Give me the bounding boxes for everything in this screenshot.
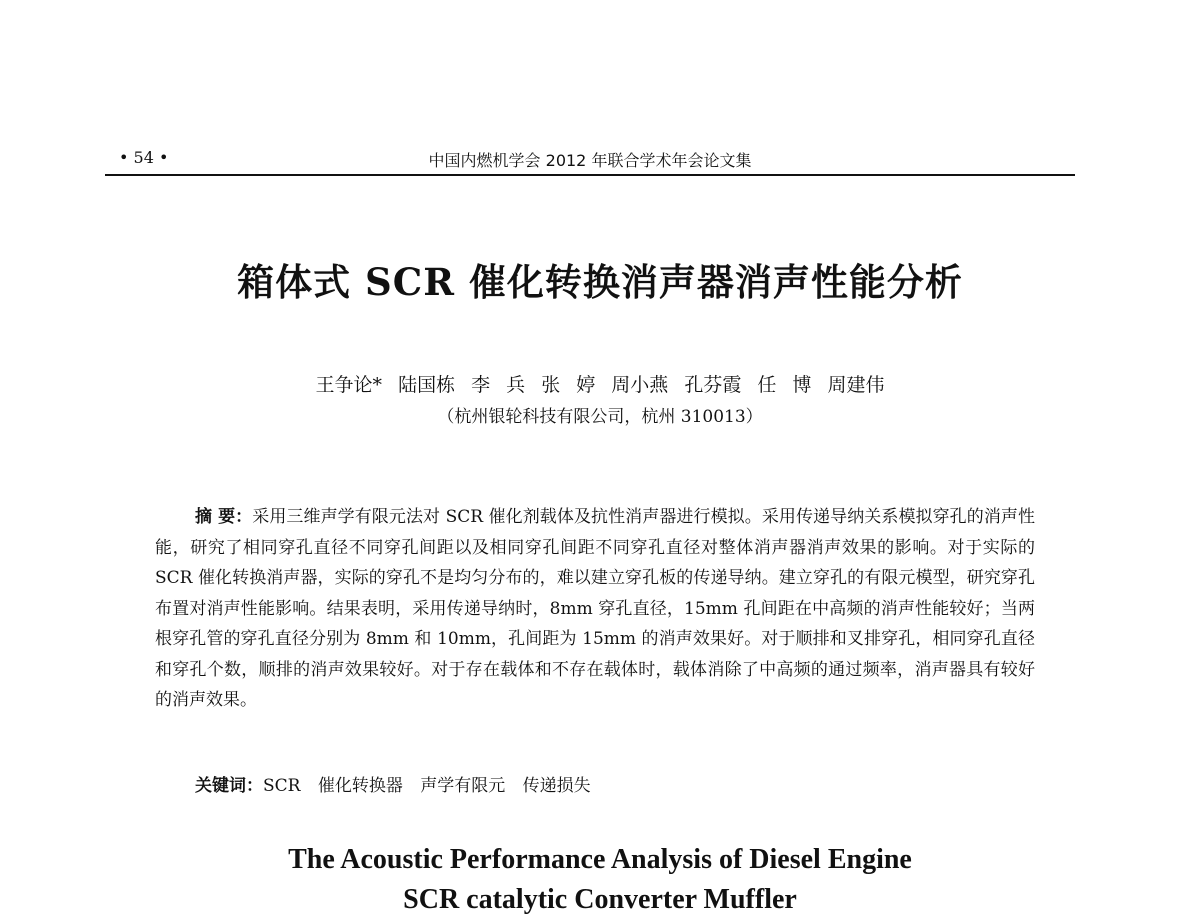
running-header bbox=[105, 144, 1075, 176]
keywords-text: SCR 催化转换器 声学有限元 传递损失 bbox=[263, 776, 591, 796]
english-title-line-2: SCR catalytic Converter Muffler bbox=[403, 884, 797, 915]
abstract bbox=[155, 502, 1035, 716]
abstract-label: 摘 要： bbox=[195, 507, 253, 527]
english-title-line-1: The Acoustic Performance Analysis of Diesel Engine bbox=[288, 844, 912, 875]
affiliation: （杭州银轮科技有限公司，杭州 310013） bbox=[437, 407, 763, 427]
keywords bbox=[195, 771, 591, 796]
page-number: • 54 • bbox=[119, 148, 169, 167]
author-list: 王争论* 陆国栋 李 兵 张 婷 周小燕 孔芬霞 任 博 周建伟 bbox=[315, 374, 885, 396]
english-title bbox=[0, 840, 1200, 920]
journal-title: 中国内燃机学会 2012 年联合学术年会论文集 bbox=[428, 151, 752, 170]
keywords-label: 关键词： bbox=[195, 776, 263, 796]
paper-title: 箱体式 SCR 催化转换消声器消声性能分析 bbox=[237, 260, 963, 304]
abstract-text: 采用三维声学有限元法对 SCR 催化剂载体及抗性消声器进行模拟。采用传递导纳关系模拟穿孔的消声性能，研究了相同穿孔直径不同穿孔间距以及相同穿孔间距不同穿孔直径对整体消声器消声效果的影响。对于实际的 SCR 催化转换消声器，实际的穿孔不是均匀分布的，难以建立穿孔板的传递导纳。建立穿孔的有限元模型，研究穿孔布置对消声性能影响。结果表明，采用传递导纳时，8mm 穿孔直径，15mm 孔间距在中高频的消声性能较好；当两根穿孔管的穿孔直径分别为 8mm 和 10mm，孔间距为 15mm 的消声效果好。对于顺排和叉排穿孔，相同穿孔直径和穿孔个数，顺排的消声效果较好。对于存在载体和不存在载体时，载体消除了中高频的通过频率，消声器具有较好的消声效果。 bbox=[155, 507, 1036, 710]
